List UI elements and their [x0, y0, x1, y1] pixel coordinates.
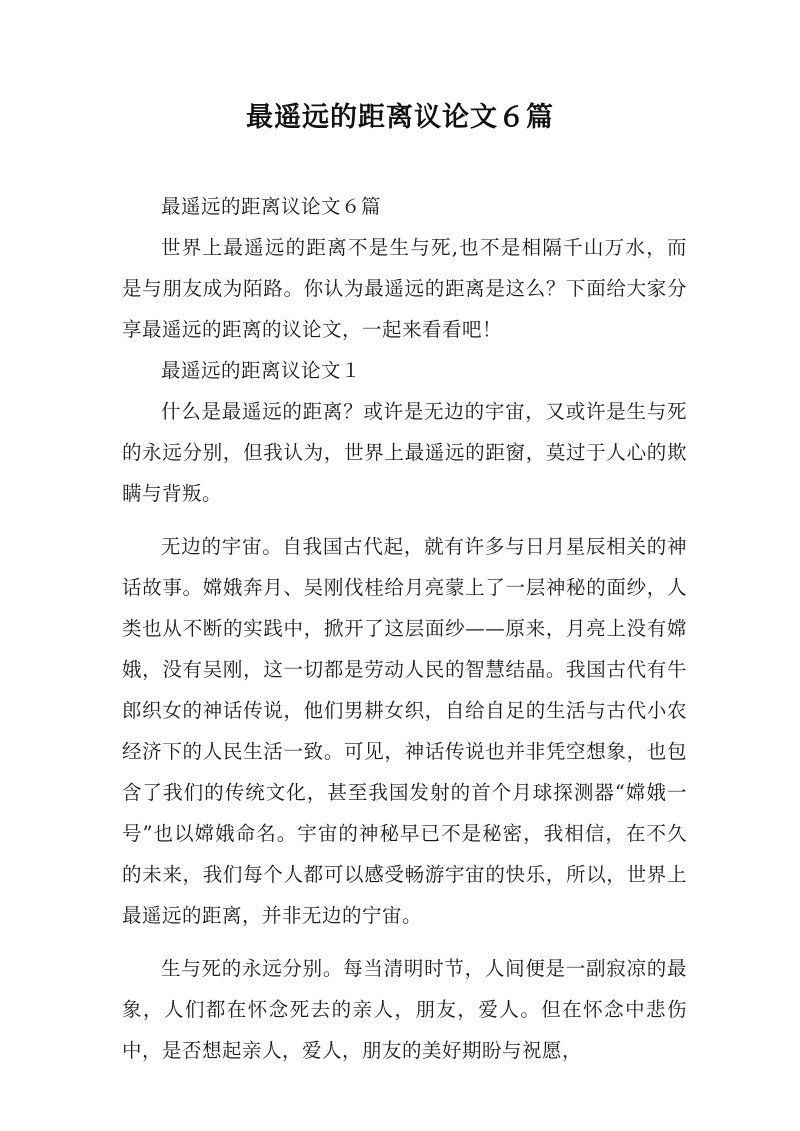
- body-paragraph: 什么是最遥远的距离？或许是无边的宇宙，又或许是生与死的永远分别，但我认为，世界上最遥远的距窗，莫过于人心的欺瞒与背叛。: [122, 400, 687, 505]
- body-paragraph: 无边的宇宙。自我国古代起，就有许多与日月星辰相关的神话故事。嫦娥奔月、吴刚伐桂给月亮蒙上了一层神秘的面纱，人类也从不断的实践中，掀开了这层面纱——原来，月亮上没有嫦娥，没有吴刚，这一切都是劳动人民的智慧结晶。我国古代有牛郎织女的神话传说，他们男耕女织，自给自足的生活与古代小农经济下的人民生活一致。可见，神话传说也并非凭空想象，也包含了我们的传统文化，甚至我国发射的首个月球探测器“嫦娥一号”也以嫦娥命名。宇宙的神秘早已不是秘密，我相信，在不久的未来，我们每个人都可以感受畅游宇宙的快乐，所以，世界上最遥远的距离，并非无边的宁宙。: [122, 535, 687, 927]
- body-paragraph: 生与死的永远分别。每当清明时节，人间便是一副寂凉的最象，人们都在怀念死去的亲人，朋友，爱人。但在怀念中悲伤中，是否想起亲人，爱人，朋友的美好期盼与祝愿，: [122, 957, 687, 1062]
- document-title: 最遥远的距离议论文６篇: [246, 102, 554, 133]
- subtitle-paragraph: 最遥远的距离议论文６篇: [161, 195, 382, 218]
- section-heading: 最遥远的距离议论文１: [161, 359, 362, 382]
- document-body: [122, 186, 687, 1071]
- intro-paragraph: 世界上最遥远的距离不是生与死,也不是相隔千山万水，而是与朋友成为陌路。你认为最遥远的距离是这么？下面给大家分享最遥远的距离的议论文，一起来看看吧！: [122, 236, 687, 341]
